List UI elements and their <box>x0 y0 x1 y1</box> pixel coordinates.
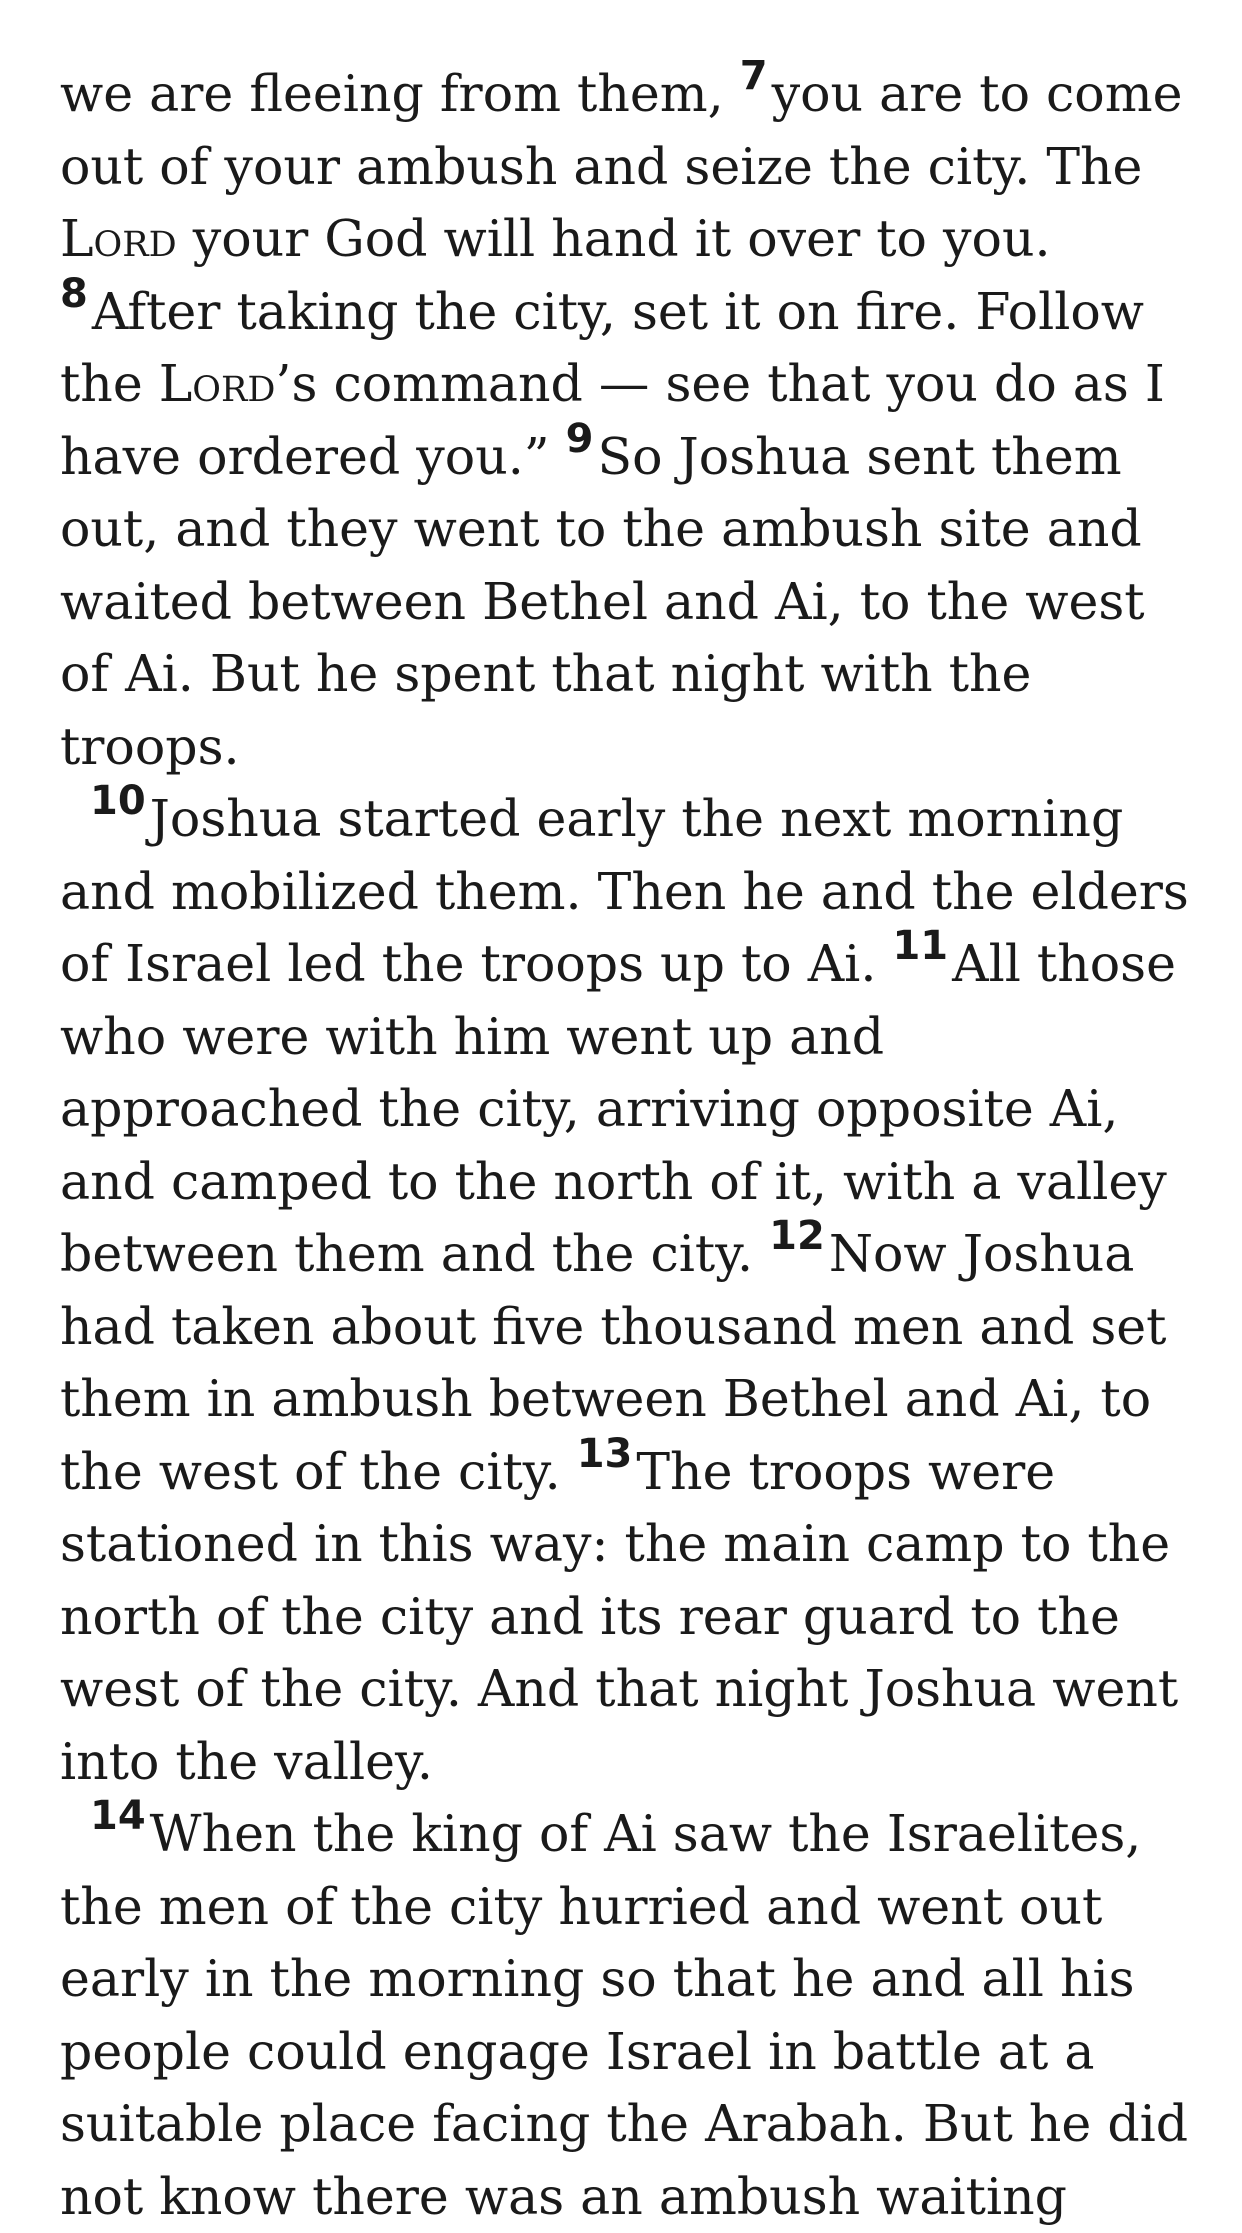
verse-text: Joshua started early the next morning and mobilized them. Then he and the elders of Israel led the troops up to Ai. <box>60 789 1189 993</box>
divine-name: Lord <box>60 209 177 268</box>
verse-number: 7 <box>739 53 768 99</box>
verse-number: 8 <box>60 270 88 317</box>
verse-text: we are fleeing from them, <box>60 64 740 123</box>
paragraph <box>60 1793 1194 2233</box>
verse-text: When the king of Ai saw the Israelites, the men of the city hurried and went out early in the morning so that he and all his people could engage Israel in battle at a suitable place facing the Arabah. But he did not know there was an ambush waiting <box>60 1804 1189 2226</box>
verse-text: your God will hand it over to you. <box>176 209 1051 268</box>
paragraph <box>60 53 1194 783</box>
verse-text: After taking the city, set it on fire. Follow the <box>60 281 1145 413</box>
scripture-passage <box>60 53 1194 2233</box>
divine-name: Lord <box>158 354 276 413</box>
verse-number: 9 <box>565 415 594 462</box>
verse-number: 11 <box>892 923 949 969</box>
verse-text: Now Joshua had taken about five thousand men and set them in ambush between Bethel and Ai, to the west of the city. <box>60 1224 1167 1501</box>
verse-text: The troops were stationed in this way: the main camp to the north of the city and its rear guard to the west of the city. And that night Joshua went into the valley. <box>60 1441 1179 1791</box>
verse-number: 12 <box>769 1213 825 1259</box>
verse-number: 10 <box>90 778 146 824</box>
paragraph <box>60 778 1194 1798</box>
verse-number: 14 <box>90 1793 146 1839</box>
verse-number: 13 <box>576 1430 633 1477</box>
verse-text: So Joshua sent them out, and they went to the ambush site and waited between Bethel and Ai, to the west of Ai. But he spent that night with the troops. <box>60 426 1145 776</box>
verse-text: ’s command — see that you do as I have ordered you.” <box>60 354 1165 486</box>
verse-text: All those who were with him went up and approached the city, arriving opposite Ai, and camped to the north of it, with a valley between them and the city. <box>60 934 1176 1283</box>
verse-text: you are to come out of your ambush and seize the city. The <box>60 64 1183 196</box>
